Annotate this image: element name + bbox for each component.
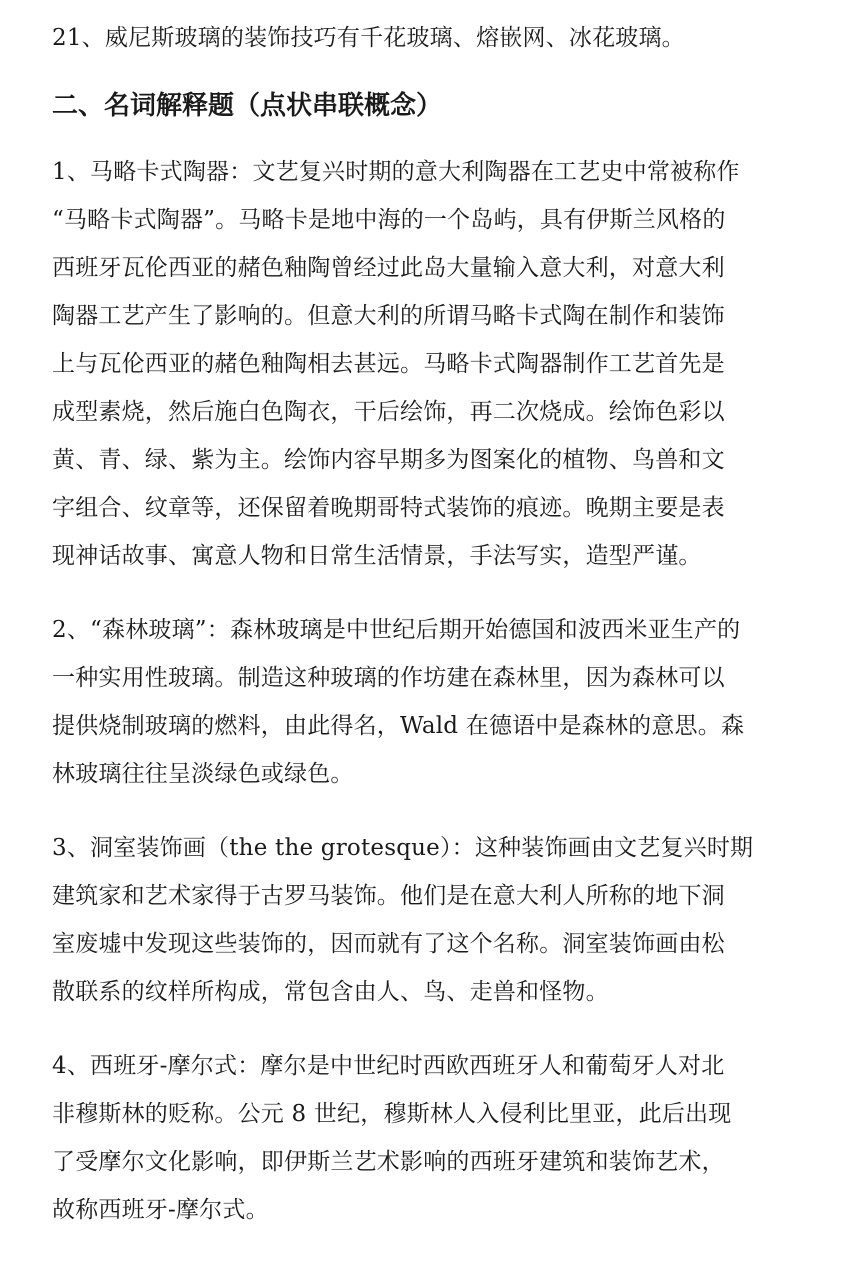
paragraph-line: 散联系的纹样所构成，常包含由人、鸟、走兽和怪物。 [52,979,609,1005]
paragraph-line: 林玻璃往往呈淡绿色或绿色。 [52,761,354,787]
paragraph-line: 成型素烧，然后施白色陶衣，干后绘饰，再二次烧成。绘饰色彩以 [52,399,725,425]
paragraph-line: 提供烧制玻璃的燃料，由此得名，Wald 在德语中是森林的意思。森 [52,713,745,739]
definition-hispano-moresque [52,1042,838,1234]
definition-majolica [52,148,838,580]
paragraph-line: 一种实用性玻璃。制造这种玻璃的作坊建在森林里，因为森林可以 [52,665,725,691]
paragraph-line: 1、马略卡式陶器：文艺复兴时期的意大利陶器在工艺史中常被称作 [52,159,740,185]
definition-grotesque [52,824,838,1016]
paragraph-line: 2、“森林玻璃”：森林玻璃是中世纪后期开始德国和波西米亚生产的 [52,617,741,643]
paragraph-line: 室废墟中发现这些装饰的，因而就有了这个名称。洞室装饰画由松 [52,931,725,957]
paragraph-line: 上与瓦伦西亚的赭色釉陶相去甚远。马略卡式陶器制作工艺首先是 [52,351,725,377]
paragraph-line: 故称西班牙-摩尔式。 [52,1197,269,1223]
section-heading: 二、名词解释题（点状串联概念） [52,91,443,121]
paragraph-line: 3、洞室装饰画（the the grotesque）：这种装饰画由文艺复兴时期 [52,835,754,861]
paragraph-line: 字组合、纹章等，还保留着晚期哥特式装饰的痕迹。晚期主要是表 [52,495,725,521]
paragraph-line: “马略卡式陶器”。马略卡是地中海的一个岛屿，具有伊斯兰风格的 [52,207,726,233]
item-21-paragraph [52,14,838,62]
paragraph-line: 建筑家和艺术家得于古罗马装饰。他们是在意大利人所称的地下洞 [52,883,725,909]
definition-forest-glass [52,606,838,798]
paragraph-line: 陶器工艺产生了影响的。但意大利的所谓马略卡式陶在制作和装饰 [52,303,725,329]
paragraph-line: 现神话故事、寓意人物和日常生活情景，手法写实，造型严谨。 [52,543,702,569]
paragraph-line: 西班牙瓦伦西亚的赭色釉陶曾经过此岛大量输入意大利，对意大利 [52,255,725,281]
paragraph-line: 了受摩尔文化影响，即伊斯兰艺术影响的西班牙建筑和装饰艺术， [52,1149,725,1175]
paragraph-line: 4、西班牙-摩尔式：摩尔是中世纪时西欧西班牙人和葡萄牙人对北 [52,1053,725,1079]
paragraph-line: 黄、青、绿、紫为主。绘饰内容早期多为图案化的植物、鸟兽和文 [52,447,725,473]
paragraph-line: 21、威尼斯玻璃的装饰技巧有千花玻璃、熔嵌网、冰花玻璃。 [52,25,685,51]
paragraph-line: 非穆斯林的贬称。公元 8 世纪，穆斯林人入侵利比里亚，此后出现 [52,1101,732,1127]
